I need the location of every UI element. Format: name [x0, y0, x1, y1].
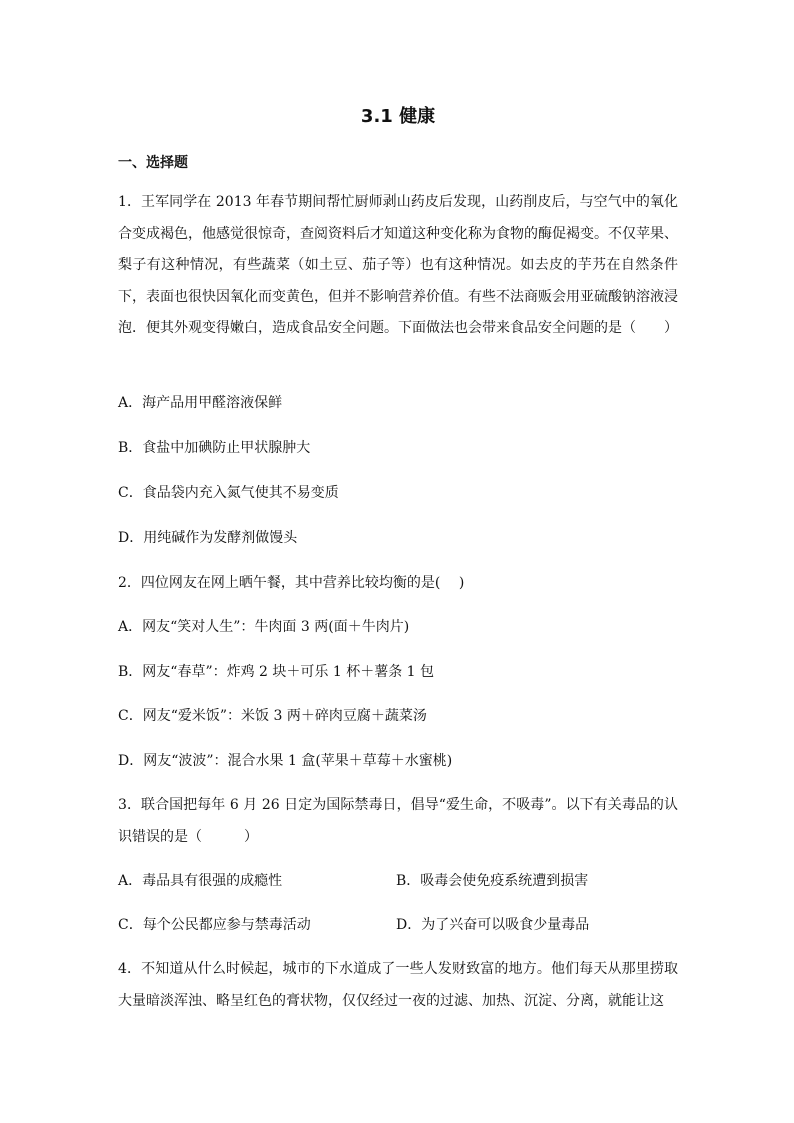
question-1-stem: 1．王军同学在 2013 年春节期间帮忙厨师剥山药皮后发现，山药削皮后，与空气中的氧化合变成褐色，他感觉很惊奇，查阅资料后才知道这种变化称为食物的酶促褐变。不仅苹果、梨子有这种情况，有些蔬菜（如土豆、茄子等）也有这种情况。如去皮的芋艿在自然条件下，表面也很快因氧化而变黄色，但并不影响营养价值。有些不法商贩会用亚硫酸钠溶液浸泡．便其外观变得嫩白，造成食品安全问题。下面做法也会带来食品安全问题的是（ ） — [118, 194, 678, 336]
question-2-stem: 2．四位网友在网上晒午餐，其中营养比较均衡的是( ) — [118, 575, 465, 591]
question-2-option-a[interactable]: A．网友“笑对人生”：牛肉面 3 两(面＋牛肉片) — [118, 619, 410, 635]
question-1-option-b[interactable]: B．食盐中加碘防止甲状腺肿大 — [118, 440, 311, 456]
section-heading: 一、选择题 — [118, 155, 188, 171]
question-4-stem: 4．不知道从什么时候起，城市的下水道成了一些人发财致富的地方。他们每天从那里捞取大量暗淡浑浊、略呈红色的膏状物，仅仅经过一夜的过滤、加热、沉淀、分离，就能让这 — [118, 961, 678, 1009]
question-1-option-a[interactable]: A．海产品用甲醛溶液保鲜 — [118, 395, 283, 411]
question-3-option-c[interactable]: C．每个公民都应参与禁毒活动 — [118, 917, 311, 933]
page-title: 3.1 健康 — [360, 106, 436, 127]
question-2-option-d[interactable]: D．网友“波波”：混合水果 1 盒(苹果＋草莓＋水蜜桃) — [118, 753, 453, 769]
question-3-stem: 3．联合国把每年 6 月 26 日定为国际禁毒日，倡导“爱生命，不吸毒”。以下有关毒品的认识错误的是（ ） — [118, 797, 678, 845]
question-3-option-a[interactable]: A．毒品具有很强的成瘾性 — [118, 873, 283, 889]
question-1-option-c[interactable]: C．食品袋内充入氮气使其不易变质 — [118, 485, 339, 501]
question-2-option-c[interactable]: C．网友“爱米饭”：米饭 3 两＋碎肉豆腐＋蔬菜汤 — [118, 708, 427, 724]
question-3-option-b[interactable]: B．吸毒会使免疫系统遭到损害 — [396, 873, 589, 889]
question-2-option-b[interactable]: B．网友“春草”：炸鸡 2 块＋可乐 1 杯＋薯条 1 包 — [118, 664, 435, 680]
question-1-option-d[interactable]: D．用纯碱作为发酵剂做馒头 — [118, 530, 298, 546]
question-3-option-d[interactable]: D．为了兴奋可以吸食少量毒品 — [396, 917, 590, 933]
